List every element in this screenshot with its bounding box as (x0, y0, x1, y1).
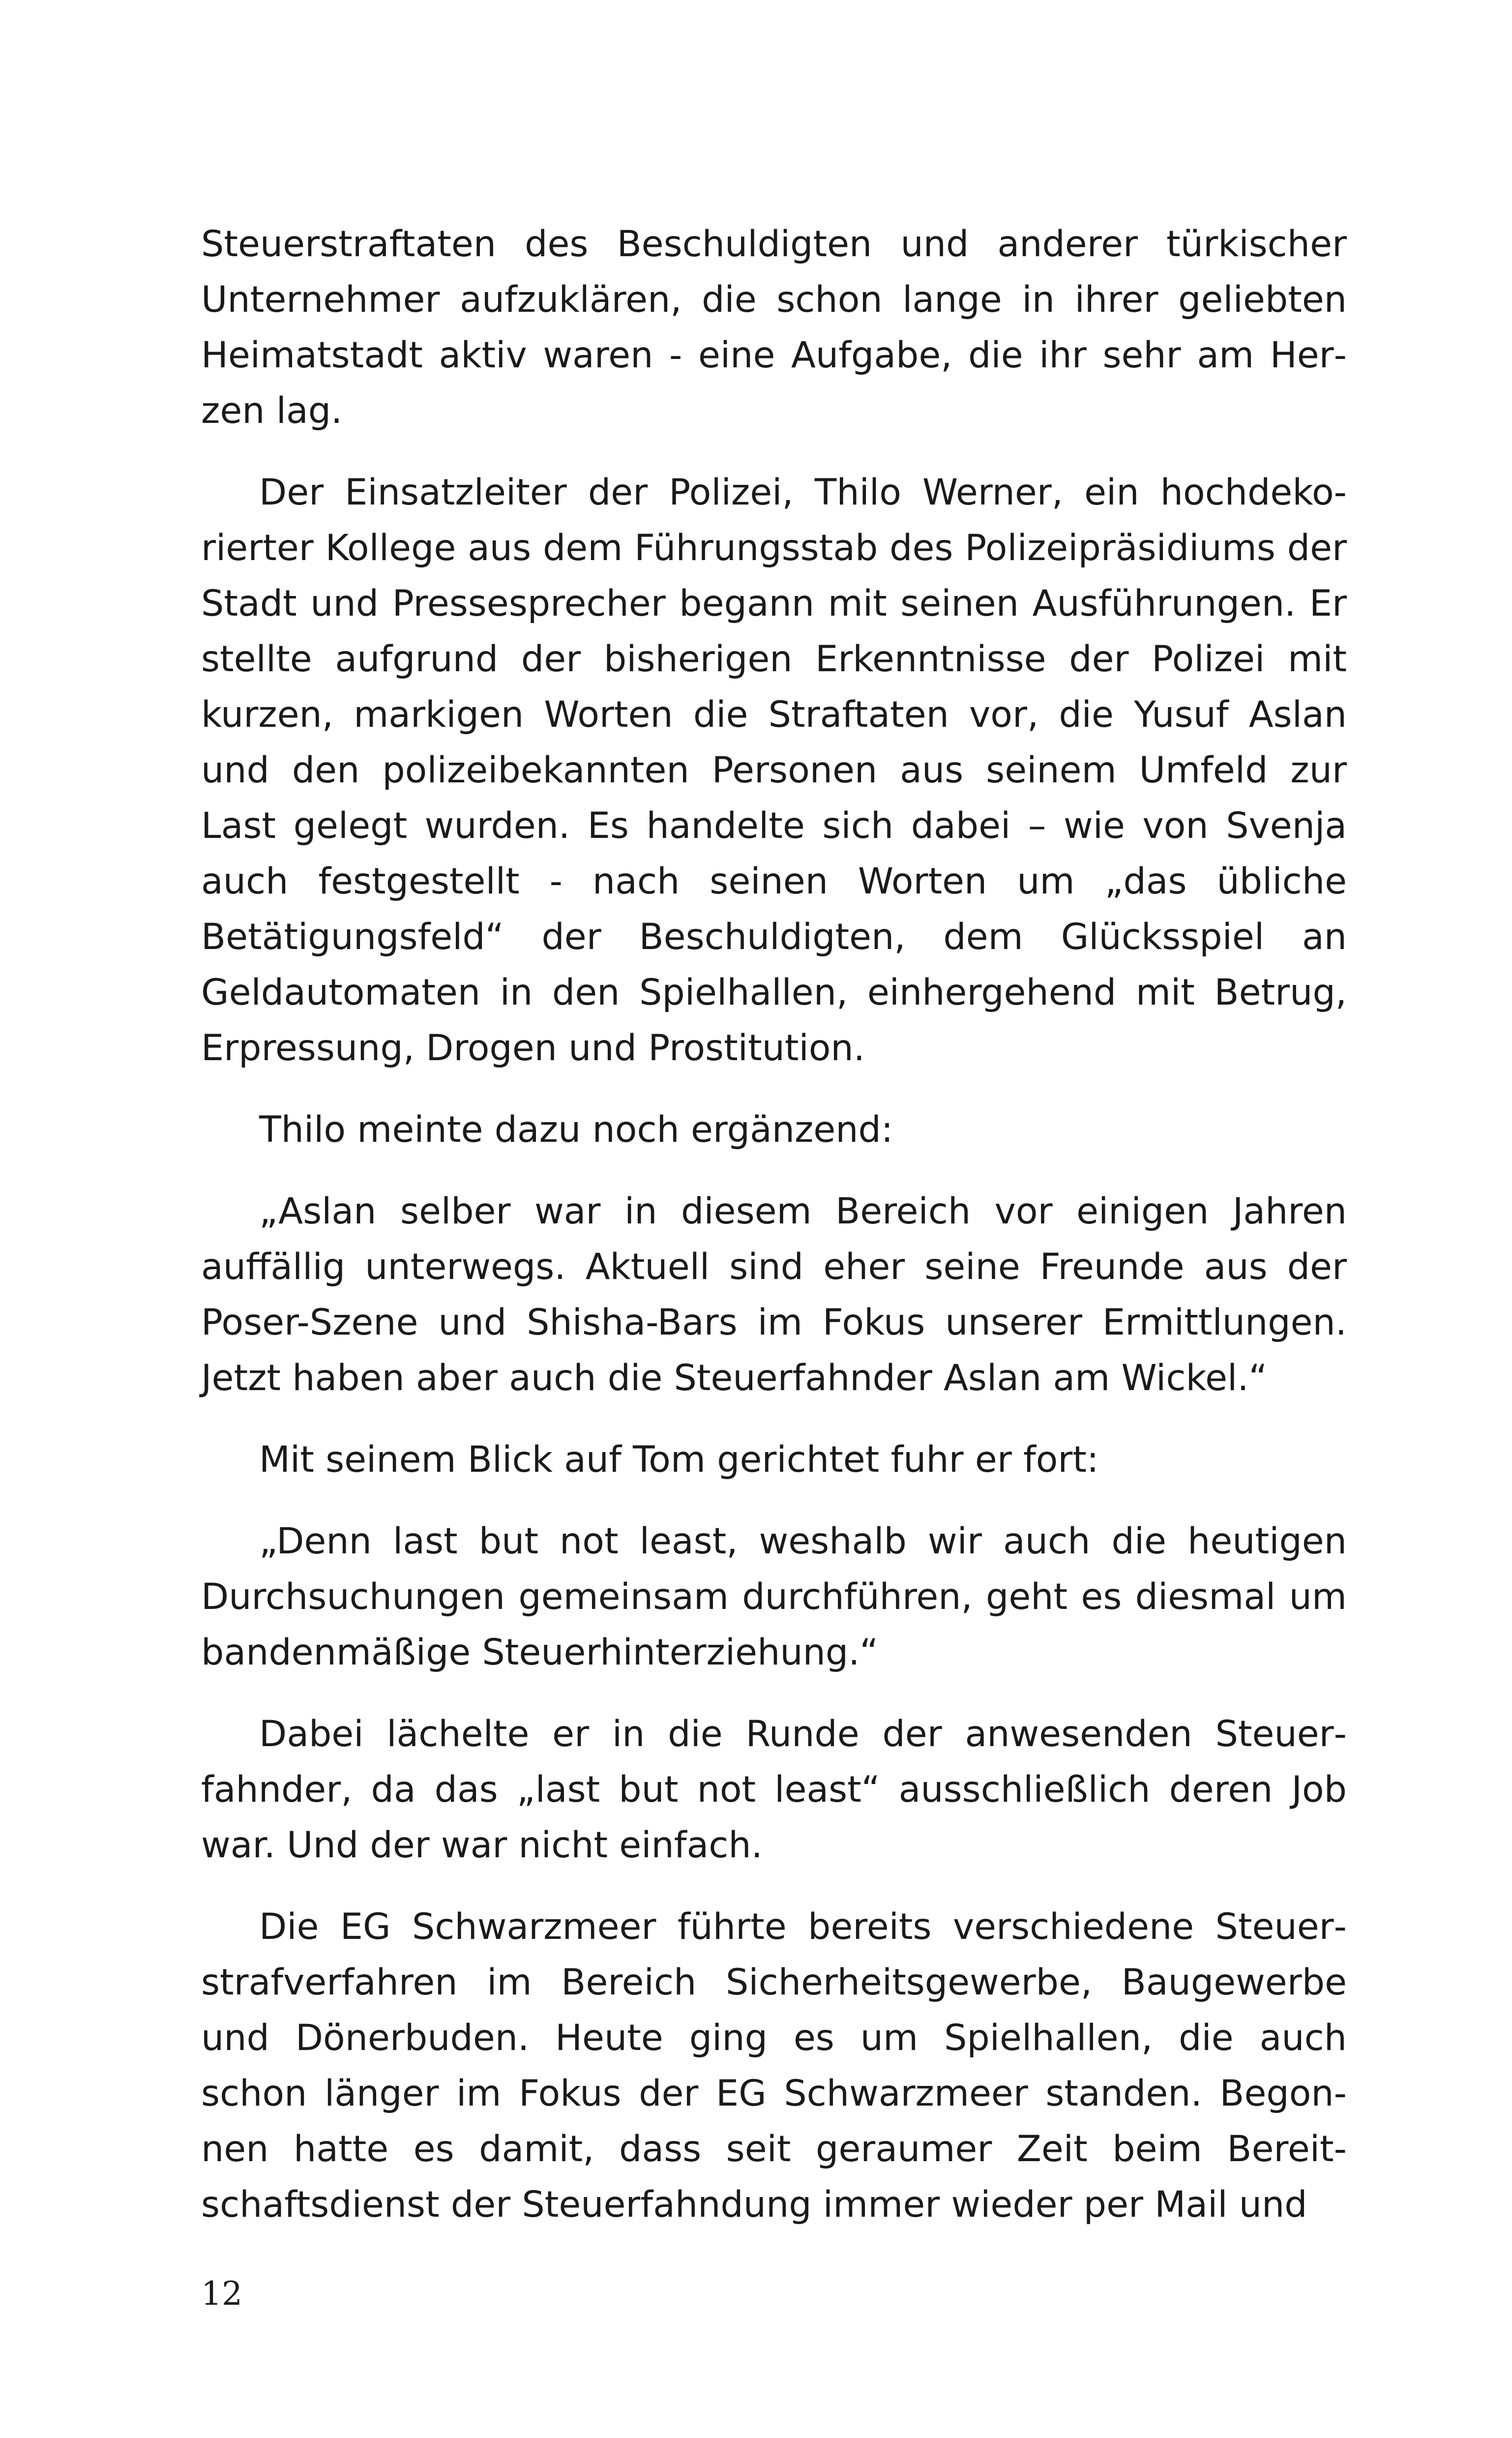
paragraph-5: Mit seinem Blick auf Tom gerichtet fuhr er fort: (259, 1439, 1099, 1481)
paragraph-6: „Denn last but not least, weshalb wir auch die heutigen Durchsuchungen gemeinsam durchführen, geht es diesmal um bandenmäßige Steuerhinterziehung.“ (201, 1520, 1347, 1673)
paragraph-2: Der Einsatzleiter der Polizei, Thilo Werner, ein hochdekorierter Kollege aus dem Führungsstab des Polizeipräsidiums der Stadt und Pressesprecher begann mit seinen Ausführungen. Er stellte aufgrund der bisherigen Erkenntnisse der Polizei mit kurzen, markigen Worten die Straftaten vor, die Yusuf Aslan und den polizeibekannten Personen aus seinem Umfeld zur Last gelegt wurden. Es handelte sich dabei – wie von Svenja auch festgestellt - nach seinen Worten um „das übliche Betätigungsfeld“ der Beschuldigten, dem Glücksspiel an Geldautomaten in den Spielhallen, einhergehend mit Betrug, Erpressung, Drogen und Prostitution. (201, 472, 1347, 1069)
page-number: 12 (201, 2275, 242, 2313)
paragraph-7: Dabei lächelte er in die Runde der anwesenden Steuerfahnder, da das „last but not least“ ausschließlich deren Job war. Und der war nicht einfach. (201, 1713, 1347, 1866)
paragraph-1: Steuerstraftaten des Beschuldigten und anderer türkischer Unternehmer aufzuklären, die schon lange in ihrer geliebten Heimatstadt aktiv waren - eine Aufgabe, die ihr sehr am Herzen lag. (201, 223, 1347, 432)
body-text (201, 216, 1347, 2259)
paragraph-4: „Aslan selber war in diesem Bereich vor einigen Jahren auffällig unterwegs. Aktuell sind eher seine Freunde aus der Poser-Szene und Shisha-Bars im Fokus unserer Ermittlungen. Jetzt haben aber auch die Steuerfahnder Aslan am Wickel.“ (201, 1190, 1347, 1399)
paragraph-8: Die EG Schwarzmeer führte bereits verschiedene Steuerstrafverfahren im Bereich Sicherheitsgewerbe, Baugewerbe und Dönerbuden. Heute ging es um Spielhallen, die auch schon länger im Fokus der EG Schwarzmeer standen. Begonnen hatte es damit, dass seit geraumer Zeit beim Bereitschaftsdienst der Steuerfahndung immer wieder per Mail und (201, 1906, 1347, 2226)
paragraph-3: Thilo meinte dazu noch ergänzend: (259, 1109, 893, 1151)
